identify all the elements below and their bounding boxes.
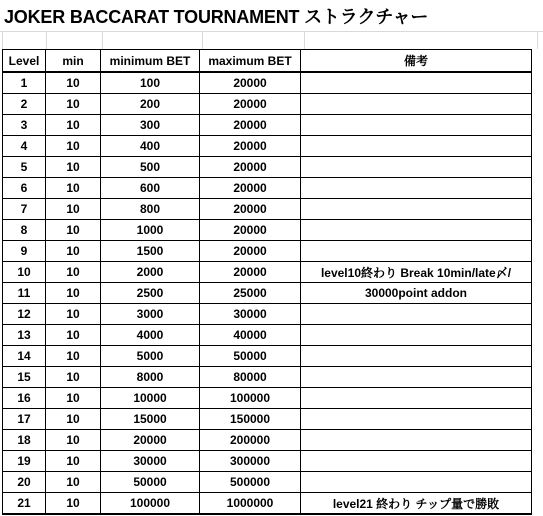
table-row — [3, 283, 532, 304]
header-notes[interactable]: 備考 — [301, 50, 532, 73]
sheet-gridline — [2, 31, 3, 49]
cell-notes[interactable] — [301, 430, 532, 451]
table-row — [3, 94, 532, 115]
cell-maximum-bet[interactable]: 20000 — [200, 136, 301, 157]
cell-level[interactable]: 6 — [3, 178, 46, 199]
cell-minimum-bet[interactable]: 10000 — [101, 388, 200, 409]
table-row — [3, 367, 532, 388]
cell-minimum-bet[interactable]: 100000 — [101, 493, 200, 515]
cell-min[interactable]: 10 — [46, 325, 101, 346]
cell-min[interactable]: 10 — [46, 115, 101, 136]
cell-minimum-bet[interactable]: 100 — [101, 72, 200, 94]
cell-notes[interactable] — [301, 304, 532, 325]
cell-maximum-bet[interactable]: 20000 — [200, 241, 301, 262]
cell-maximum-bet[interactable]: 80000 — [200, 367, 301, 388]
cell-maximum-bet[interactable]: 150000 — [200, 409, 301, 430]
cell-minimum-bet[interactable]: 200 — [101, 94, 200, 115]
cell-notes[interactable] — [301, 472, 532, 493]
cell-min[interactable]: 10 — [46, 199, 101, 220]
cell-notes[interactable]: 30000point addon — [301, 283, 532, 304]
cell-min[interactable]: 10 — [46, 94, 101, 115]
cell-notes[interactable] — [301, 220, 532, 241]
cell-maximum-bet[interactable]: 20000 — [200, 178, 301, 199]
cell-notes[interactable] — [301, 136, 532, 157]
table-row — [3, 136, 532, 157]
cell-notes[interactable] — [301, 346, 532, 367]
sheet-gridline — [102, 31, 103, 49]
cell-minimum-bet[interactable]: 3000 — [101, 304, 200, 325]
sheet-title: JOKER BACCARAT TOURNAMENT ストラクチャー — [4, 7, 429, 27]
cell-level[interactable]: 4 — [3, 136, 46, 157]
cell-notes[interactable] — [301, 388, 532, 409]
sheet-gridline — [46, 31, 47, 49]
cell-maximum-bet[interactable]: 300000 — [200, 451, 301, 472]
cell-level[interactable]: 20 — [3, 472, 46, 493]
header-level[interactable]: Level — [3, 50, 46, 73]
cell-minimum-bet[interactable]: 50000 — [101, 472, 200, 493]
cell-level[interactable]: 8 — [3, 220, 46, 241]
cell-notes[interactable] — [301, 72, 532, 94]
cell-level[interactable]: 14 — [3, 346, 46, 367]
cell-maximum-bet[interactable]: 20000 — [200, 72, 301, 94]
table-row — [3, 472, 532, 493]
cell-level[interactable]: 15 — [3, 367, 46, 388]
cell-notes[interactable] — [301, 367, 532, 388]
cell-notes[interactable] — [301, 94, 532, 115]
table-row — [3, 262, 532, 283]
cell-notes[interactable] — [301, 199, 532, 220]
cell-level[interactable]: 21 — [3, 493, 46, 515]
tournament-structure-table — [2, 49, 532, 515]
cell-notes[interactable] — [301, 157, 532, 178]
table-row — [3, 115, 532, 136]
cell-notes[interactable] — [301, 451, 532, 472]
cell-minimum-bet[interactable]: 8000 — [101, 367, 200, 388]
table-row — [3, 451, 532, 472]
cell-minimum-bet[interactable]: 1000 — [101, 220, 200, 241]
cell-minimum-bet[interactable]: 1500 — [101, 241, 200, 262]
cell-maximum-bet[interactable]: 20000 — [200, 262, 301, 283]
cell-min[interactable]: 10 — [46, 409, 101, 430]
cell-minimum-bet[interactable]: 5000 — [101, 346, 200, 367]
cell-level[interactable]: 7 — [3, 199, 46, 220]
cell-maximum-bet[interactable]: 20000 — [200, 199, 301, 220]
table-row — [3, 304, 532, 325]
cell-minimum-bet[interactable]: 2500 — [101, 283, 200, 304]
table-row — [3, 388, 532, 409]
table-row — [3, 241, 532, 262]
cell-min[interactable]: 10 — [46, 388, 101, 409]
header-row — [3, 50, 532, 73]
header-maximum-bet[interactable]: maximum BET — [200, 50, 301, 73]
cell-maximum-bet[interactable]: 500000 — [200, 472, 301, 493]
cell-level[interactable]: 3 — [3, 115, 46, 136]
sheet-gridline — [537, 31, 538, 49]
cell-maximum-bet[interactable]: 20000 — [200, 94, 301, 115]
cell-level[interactable]: 13 — [3, 325, 46, 346]
cell-level[interactable]: 5 — [3, 157, 46, 178]
cell-level[interactable]: 1 — [3, 72, 46, 94]
cell-min[interactable]: 10 — [46, 178, 101, 199]
table-row — [3, 346, 532, 367]
cell-minimum-bet[interactable]: 4000 — [101, 325, 200, 346]
cell-minimum-bet[interactable]: 300 — [101, 115, 200, 136]
cell-notes[interactable]: level10終わり Break 10min/late〆/ — [301, 262, 532, 283]
cell-min[interactable]: 10 — [46, 283, 101, 304]
cell-notes[interactable] — [301, 325, 532, 346]
cell-maximum-bet[interactable]: 25000 — [200, 283, 301, 304]
cell-minimum-bet[interactable]: 30000 — [101, 451, 200, 472]
cell-minimum-bet[interactable]: 400 — [101, 136, 200, 157]
cell-minimum-bet[interactable]: 15000 — [101, 409, 200, 430]
cell-level[interactable]: 9 — [3, 241, 46, 262]
cell-maximum-bet[interactable]: 20000 — [200, 220, 301, 241]
cell-level[interactable]: 16 — [3, 388, 46, 409]
cell-notes[interactable] — [301, 178, 532, 199]
sheet-gridline — [202, 31, 203, 49]
table-row — [3, 325, 532, 346]
cell-min[interactable]: 10 — [46, 241, 101, 262]
cell-minimum-bet[interactable]: 600 — [101, 178, 200, 199]
cell-minimum-bet[interactable]: 800 — [101, 199, 200, 220]
cell-min[interactable]: 10 — [46, 304, 101, 325]
cell-level[interactable]: 19 — [3, 451, 46, 472]
cell-level[interactable]: 17 — [3, 409, 46, 430]
cell-notes[interactable] — [301, 241, 532, 262]
cell-min[interactable]: 10 — [46, 157, 101, 178]
cell-min[interactable]: 10 — [46, 451, 101, 472]
table-row — [3, 178, 532, 199]
table-body — [3, 72, 532, 514]
cell-notes[interactable] — [301, 115, 532, 136]
cell-maximum-bet[interactable]: 100000 — [200, 388, 301, 409]
table-row — [3, 220, 532, 241]
table-row — [3, 430, 532, 451]
cell-min[interactable]: 10 — [46, 262, 101, 283]
cell-maximum-bet[interactable]: 20000 — [200, 115, 301, 136]
header-minimum-bet[interactable]: minimum BET — [101, 50, 200, 73]
cell-minimum-bet[interactable]: 20000 — [101, 430, 200, 451]
cell-notes[interactable] — [301, 409, 532, 430]
table-row — [3, 199, 532, 220]
table-row — [3, 72, 532, 94]
cell-notes[interactable]: level21 終わり チップ量で勝敗 — [301, 493, 532, 515]
cell-min[interactable]: 10 — [46, 472, 101, 493]
cell-level[interactable]: 12 — [3, 304, 46, 325]
cell-maximum-bet[interactable]: 40000 — [200, 325, 301, 346]
cell-min[interactable]: 10 — [46, 367, 101, 388]
sheet-gridline — [304, 31, 305, 49]
cell-min[interactable]: 10 — [46, 136, 101, 157]
table-row — [3, 493, 532, 515]
cell-min[interactable]: 10 — [46, 72, 101, 94]
cell-maximum-bet[interactable]: 50000 — [200, 346, 301, 367]
cell-level[interactable]: 10 — [3, 262, 46, 283]
cell-min[interactable]: 10 — [46, 220, 101, 241]
header-min[interactable]: min — [46, 50, 101, 73]
cell-minimum-bet[interactable]: 500 — [101, 157, 200, 178]
cell-min[interactable]: 10 — [46, 430, 101, 451]
cell-maximum-bet[interactable]: 30000 — [200, 304, 301, 325]
table-row — [3, 409, 532, 430]
table-row — [3, 157, 532, 178]
cell-level[interactable]: 2 — [3, 94, 46, 115]
cell-min[interactable]: 10 — [46, 346, 101, 367]
cell-level[interactable]: 18 — [3, 430, 46, 451]
cell-minimum-bet[interactable]: 2000 — [101, 262, 200, 283]
cell-level[interactable]: 11 — [3, 283, 46, 304]
cell-maximum-bet[interactable]: 1000000 — [200, 493, 301, 515]
cell-min[interactable]: 10 — [46, 493, 101, 515]
sheet-gridline — [0, 31, 543, 32]
cell-maximum-bet[interactable]: 200000 — [200, 430, 301, 451]
cell-maximum-bet[interactable]: 20000 — [200, 157, 301, 178]
